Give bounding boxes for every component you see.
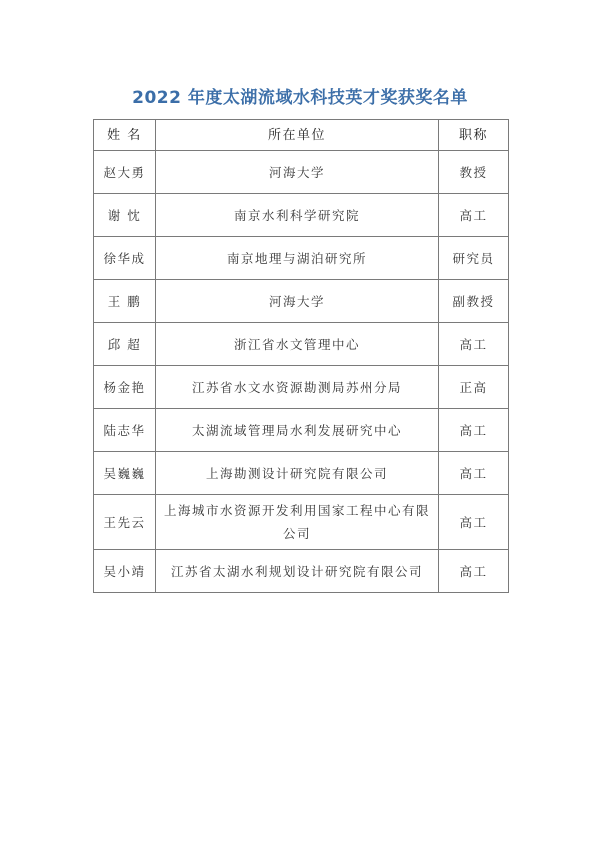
cell-name: 赵大勇 <box>94 151 156 194</box>
cell-unit: 上海城市水资源开发利用国家工程中心有限公司 <box>156 495 439 550</box>
cell-name: 吴巍巍 <box>94 452 156 495</box>
cell-name: 谢 忱 <box>94 194 156 237</box>
cell-title: 教授 <box>439 151 509 194</box>
table-row <box>94 409 509 452</box>
table-row <box>94 151 509 194</box>
cell-unit: 南京地理与湖泊研究所 <box>156 237 439 280</box>
cell-unit: 浙江省水文管理中心 <box>156 323 439 366</box>
table-row <box>94 280 509 323</box>
cell-name: 邱 超 <box>94 323 156 366</box>
table-row <box>94 237 509 280</box>
header-unit: 所在单位 <box>156 120 439 151</box>
table-row <box>94 366 509 409</box>
table-row <box>94 194 509 237</box>
table-row <box>94 495 509 550</box>
cell-name: 杨金艳 <box>94 366 156 409</box>
cell-unit: 江苏省水文水资源勘测局苏州分局 <box>156 366 439 409</box>
cell-title: 高工 <box>439 194 509 237</box>
table-row <box>94 550 509 593</box>
cell-unit: 河海大学 <box>156 151 439 194</box>
cell-title: 正高 <box>439 366 509 409</box>
header-title: 职称 <box>439 120 509 151</box>
cell-name: 陆志华 <box>94 409 156 452</box>
cell-name: 王 鹏 <box>94 280 156 323</box>
header-name: 姓 名 <box>94 120 156 151</box>
cell-unit: 河海大学 <box>156 280 439 323</box>
cell-unit: 南京水利科学研究院 <box>156 194 439 237</box>
cell-name: 吴小靖 <box>94 550 156 593</box>
cell-title: 高工 <box>439 550 509 593</box>
cell-unit: 江苏省太湖水利规划设计研究院有限公司 <box>156 550 439 593</box>
cell-title: 高工 <box>439 452 509 495</box>
cell-name: 王先云 <box>94 495 156 550</box>
cell-name: 徐华成 <box>94 237 156 280</box>
cell-title: 研究员 <box>439 237 509 280</box>
page-title: 2022 年度太湖流域水科技英才奖获奖名单 <box>132 88 468 108</box>
table-row <box>94 323 509 366</box>
cell-unit: 太湖流域管理局水利发展研究中心 <box>156 409 439 452</box>
cell-unit: 上海勘测设计研究院有限公司 <box>156 452 439 495</box>
table-header-row <box>94 120 509 151</box>
cell-title: 高工 <box>439 495 509 550</box>
awards-table <box>93 119 509 593</box>
cell-title: 高工 <box>439 409 509 452</box>
cell-title: 高工 <box>439 323 509 366</box>
cell-title: 副教授 <box>439 280 509 323</box>
table-row <box>94 452 509 495</box>
